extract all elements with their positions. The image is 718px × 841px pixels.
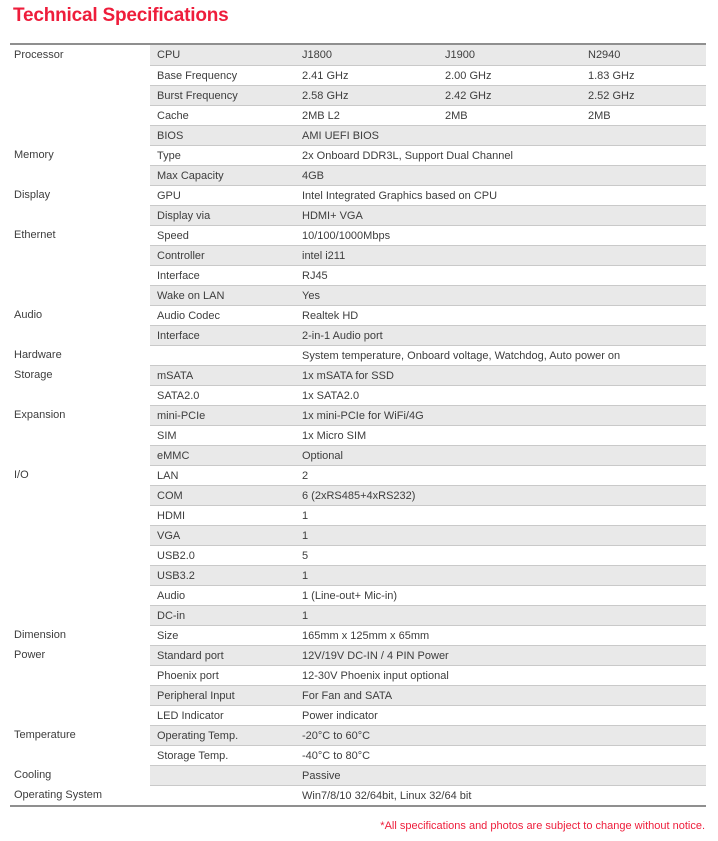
row-detail-band	[150, 265, 706, 285]
table-row	[10, 185, 706, 205]
row-value: 10/100/1000Mbps	[302, 229, 391, 242]
row-detail-band	[150, 425, 706, 445]
table-row	[10, 85, 706, 105]
row-value: 2x Onboard DDR3L, Support Dual Channel	[302, 149, 513, 162]
row-category	[10, 545, 150, 565]
table-row	[10, 545, 706, 565]
row-category	[10, 565, 150, 585]
row-category: Cooling	[10, 765, 150, 785]
row-category	[10, 585, 150, 605]
table-row	[10, 725, 706, 745]
row-label: Interface	[157, 329, 200, 342]
row-detail-band	[150, 545, 706, 565]
table-row	[10, 785, 706, 805]
row-detail-band	[150, 645, 706, 665]
table-row	[10, 65, 706, 85]
row-label: LAN	[157, 469, 179, 482]
row-category: Processor	[10, 45, 150, 65]
row-detail-band	[150, 285, 706, 305]
row-label: SATA2.0	[157, 389, 200, 402]
row-detail-band	[150, 465, 706, 485]
row-label: BIOS	[157, 129, 184, 142]
row-label: Controller	[157, 249, 205, 262]
row-detail-band	[150, 585, 706, 605]
row-label: USB3.2	[157, 569, 195, 582]
row-value: 2MB	[445, 109, 468, 122]
row-detail-band	[150, 765, 706, 785]
row-label: Wake on LAN	[157, 289, 225, 302]
spec-sheet-page	[0, 4, 718, 841]
specifications-table	[10, 43, 706, 807]
row-category	[10, 65, 150, 85]
row-category	[10, 485, 150, 505]
row-value: 2MB L2	[302, 109, 340, 122]
row-label: Base Frequency	[157, 69, 238, 82]
table-row	[10, 125, 706, 145]
row-category	[10, 265, 150, 285]
row-label: SIM	[157, 429, 177, 442]
row-detail-band	[150, 225, 706, 245]
row-label: Standard port	[157, 649, 224, 662]
row-value: 2.00 GHz	[445, 69, 492, 82]
row-label: USB2.0	[157, 549, 195, 562]
table-row	[10, 425, 706, 445]
row-detail-band	[150, 505, 706, 525]
row-value: J1900	[445, 49, 475, 61]
table-row	[10, 705, 706, 725]
row-category	[10, 705, 150, 725]
row-category	[10, 205, 150, 225]
table-row	[10, 565, 706, 585]
table-row	[10, 745, 706, 765]
table-row	[10, 465, 706, 485]
row-value: Yes	[302, 289, 320, 302]
row-value: -40°C to 80°C	[302, 749, 371, 762]
row-value: Optional	[302, 449, 343, 462]
row-label: CPU	[157, 49, 181, 61]
row-category	[10, 425, 150, 445]
table-row	[10, 505, 706, 525]
row-category: Audio	[10, 305, 150, 325]
table-row	[10, 445, 706, 465]
row-value: 5	[302, 549, 309, 562]
row-category	[10, 605, 150, 625]
row-category	[10, 445, 150, 465]
row-detail-band	[150, 725, 706, 745]
row-value: Power indicator	[302, 709, 378, 722]
row-label: Interface	[157, 269, 200, 282]
row-detail-band	[150, 125, 706, 145]
row-category: Storage	[10, 365, 150, 385]
row-category	[10, 85, 150, 105]
row-value: 2.58 GHz	[302, 89, 349, 102]
row-value: -20°C to 60°C	[302, 729, 371, 742]
row-label: mSATA	[157, 369, 194, 382]
row-detail-band	[150, 305, 706, 325]
row-label: DC-in	[157, 609, 186, 622]
row-category	[10, 285, 150, 305]
disclaimer-footnote: *All specifications and photos are subject to change without notice.	[380, 820, 705, 832]
table-row	[10, 305, 706, 325]
row-value: intel i211	[302, 249, 346, 262]
table-row	[10, 205, 706, 225]
row-detail-band	[150, 445, 706, 465]
row-category: Ethernet	[10, 225, 150, 245]
table-row	[10, 325, 706, 345]
row-label: eMMC	[157, 449, 190, 462]
row-detail-band	[150, 165, 706, 185]
row-value: 2.41 GHz	[302, 69, 349, 82]
row-value: RJ45	[302, 269, 328, 282]
row-value: 2MB	[588, 109, 611, 122]
table-row	[10, 105, 706, 125]
row-value: 2	[302, 469, 309, 482]
row-value: HDMI+ VGA	[302, 209, 363, 222]
row-detail-band	[150, 785, 706, 805]
row-label: GPU	[157, 189, 181, 202]
row-label: Speed	[157, 229, 189, 242]
row-detail-band	[150, 365, 706, 385]
row-label: Storage Temp.	[157, 749, 229, 762]
row-value: System temperature, Onboard voltage, Watchdog, Auto power on	[302, 349, 621, 362]
row-category: I/O	[10, 465, 150, 485]
row-value: 1x SATA2.0	[302, 389, 360, 402]
table-row	[10, 385, 706, 405]
row-value: For Fan and SATA	[302, 689, 393, 702]
row-category	[10, 245, 150, 265]
row-label: Display via	[157, 209, 211, 222]
row-category: Hardware	[10, 345, 150, 365]
table-row	[10, 145, 706, 165]
row-label: Type	[157, 149, 181, 162]
row-value: 165mm x 125mm x 65mm	[302, 629, 430, 642]
table-row	[10, 485, 706, 505]
row-category: Dimension	[10, 625, 150, 645]
row-label: Operating Temp.	[157, 729, 239, 742]
row-label: Max Capacity	[157, 169, 224, 182]
row-label: Audio	[157, 589, 186, 602]
row-label	[150, 786, 302, 805]
row-category	[10, 105, 150, 125]
row-category	[10, 325, 150, 345]
row-category: Memory	[10, 145, 150, 165]
row-label: COM	[157, 489, 183, 502]
table-row	[10, 525, 706, 545]
row-detail-band	[150, 145, 706, 165]
row-value: N2940	[588, 49, 621, 61]
table-row	[10, 365, 706, 385]
row-category	[10, 665, 150, 685]
row-category: Power	[10, 645, 150, 665]
row-detail-band	[150, 85, 706, 105]
table-row	[10, 585, 706, 605]
table-row	[10, 345, 706, 365]
row-detail-band	[150, 525, 706, 545]
row-label	[150, 766, 302, 785]
row-label: Burst Frequency	[157, 89, 238, 102]
row-category	[10, 385, 150, 405]
row-label: Size	[157, 629, 179, 642]
row-detail-band	[150, 705, 706, 725]
row-category: Display	[10, 185, 150, 205]
table-row	[10, 625, 706, 645]
row-value: 1 (Line-out+ Mic-in)	[302, 589, 398, 602]
row-label	[150, 346, 302, 365]
row-detail-band	[150, 345, 706, 365]
row-value: 1	[302, 569, 309, 582]
row-value: 12V/19V DC-IN / 4 PIN Power	[302, 649, 449, 662]
table-row	[10, 405, 706, 425]
row-detail-band	[150, 625, 706, 645]
row-value: 2.52 GHz	[588, 89, 635, 102]
table-row	[10, 165, 706, 185]
row-value: 1x mSATA for SSD	[302, 369, 394, 382]
row-detail-band	[150, 245, 706, 265]
row-detail-band	[150, 45, 706, 65]
row-category	[10, 125, 150, 145]
row-category	[10, 505, 150, 525]
row-category: Temperature	[10, 725, 150, 745]
table-row	[10, 285, 706, 305]
row-label: Phoenix port	[157, 669, 219, 682]
row-value: J1800	[302, 49, 332, 61]
row-value: Win7/8/10 32/64bit, Linux 32/64 bit	[302, 789, 472, 802]
row-value: 4GB	[302, 169, 325, 182]
row-label: HDMI	[157, 509, 186, 522]
table-row	[10, 605, 706, 625]
row-detail-band	[150, 665, 706, 685]
row-label: Peripheral Input	[157, 689, 235, 702]
table-row	[10, 225, 706, 245]
row-detail-band	[150, 205, 706, 225]
table-row	[10, 645, 706, 665]
row-value: Realtek HD	[302, 309, 359, 322]
row-category: Expansion	[10, 405, 150, 425]
row-category	[10, 165, 150, 185]
row-value: Passive	[302, 769, 341, 782]
row-detail-band	[150, 605, 706, 625]
table-row	[10, 245, 706, 265]
table-row	[10, 665, 706, 685]
row-value: 2.42 GHz	[445, 89, 492, 102]
table-row	[10, 765, 706, 785]
row-label: LED Indicator	[157, 709, 224, 722]
row-category	[10, 685, 150, 705]
row-value: AMI UEFI BIOS	[302, 129, 380, 142]
row-value: 2-in-1 Audio port	[302, 329, 383, 342]
row-label: mini-PCIe	[157, 409, 206, 422]
row-detail-band	[150, 385, 706, 405]
row-category	[10, 525, 150, 545]
table-row	[10, 265, 706, 285]
row-label: Cache	[157, 109, 189, 122]
row-detail-band	[150, 325, 706, 345]
row-label: Audio Codec	[157, 309, 220, 322]
row-category: Operating System	[10, 785, 150, 805]
row-value: 6 (2xRS485+4xRS232)	[302, 489, 416, 502]
row-value: 1x Micro SIM	[302, 429, 367, 442]
row-detail-band	[150, 65, 706, 85]
row-value: 1.83 GHz	[588, 69, 635, 82]
row-value: 1	[302, 609, 309, 622]
page-title: Technical Specifications	[13, 5, 229, 26]
row-detail-band	[150, 745, 706, 765]
row-label: VGA	[157, 529, 181, 542]
row-detail-band	[150, 565, 706, 585]
row-value: 12-30V Phoenix input optional	[302, 669, 449, 682]
row-detail-band	[150, 185, 706, 205]
row-category	[10, 745, 150, 765]
table-row	[10, 45, 706, 65]
row-value: Intel Integrated Graphics based on CPU	[302, 189, 498, 202]
row-detail-band	[150, 485, 706, 505]
table-row	[10, 685, 706, 705]
row-detail-band	[150, 405, 706, 425]
row-value: 1x mini-PCIe for WiFi/4G	[302, 409, 424, 422]
row-value: 1	[302, 509, 309, 522]
row-detail-band	[150, 105, 706, 125]
row-value: 1	[302, 529, 309, 542]
row-detail-band	[150, 685, 706, 705]
